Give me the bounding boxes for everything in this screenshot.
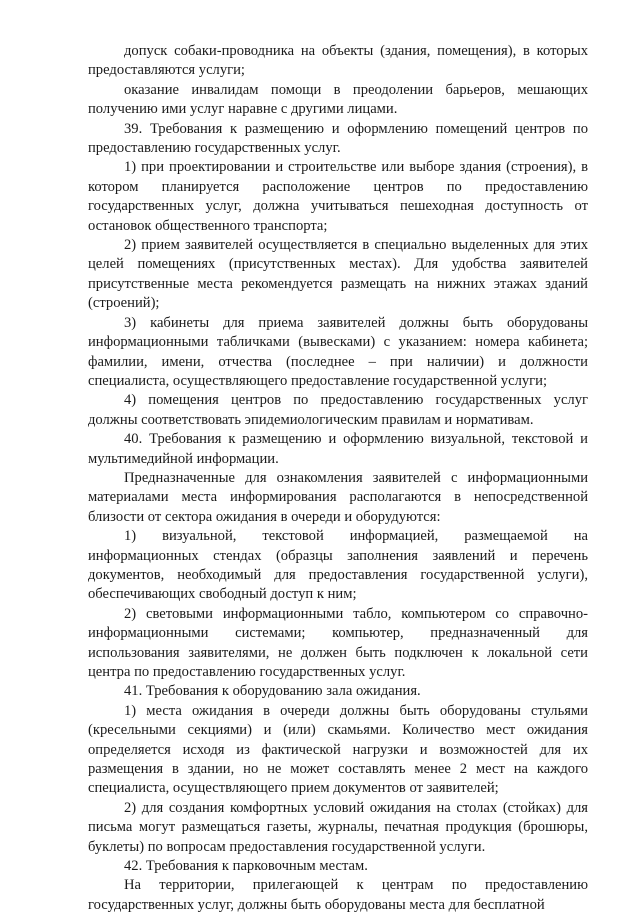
paragraph-39-4: 4) помещения центров по предоставлению государственных услуг должны соответствовать эпидемиологическим правилам и нормативам. [88,392,588,428]
paragraph-39-3: 3) кабинеты для приема заявителей должны быть оборудованы информационными табличками (вывесками) с указанием: номера кабинета; фамилии, имени, отчества (последнее – при наличии) и должности специалиста, осуществляющего предоставление государственной услуги; [88,314,588,389]
paragraph-42-1: На территории, прилегающей к центрам по предоставлению государственных услуг, должны быть оборудованы места для бесплатной [88,877,588,913]
paragraph-40-intro: Предназначенные для ознакомления заявителей с информационными материалами места информирования располагаются в непосредственной близости от сектора ожидания в очереди и оборудуются: [88,469,588,525]
paragraph-guide-dog: допуск собаки-проводника на объекты (здания, помещения), в которых предоставляются услуги; [88,43,588,79]
paragraph-40-1: 1) визуальной, текстовой информацией, размещаемой на информационных стендах (образцы заполнения заявлений и перечень документов, необходимый для предоставления государственной услуги), обеспечивающих свободный доступ к ним; [88,528,588,603]
paragraph-39-2: 2) прием заявителей осуществляется в специально выделенных для этих целей помещениях (присутственных местах). Для удобства заявителей присутственные места рекомендуется размещать на нижних этажах зданий (строений); [88,237,588,312]
section-42-heading: 42. Требования к парковочным местам. [124,858,368,875]
document-page [88,42,588,915]
paragraph-assistance: оказание инвалидам помощи в преодолении барьеров, мешающих получению ими услуг наравне с другими лицами. [88,81,588,118]
paragraph-40-2: 2) световыми информационными табло, компьютером со справочно-информационными системами; компьютер, предназначенный для использования заявителями, не должен быть подключен к локальной сети центра по предоставлению государственных услуг. [88,605,588,680]
paragraph-39-1: 1) при проектировании и строительстве или выборе здания (строения), в котором планируется расположение центров по предоставлению государственных услуг, должна учитываться пешеходная доступность от остановок общественного транспорта; [88,159,588,234]
paragraph-41-1: 1) места ожидания в очереди должны быть оборудованы стульями (кресельными секциями) и (или) скамьями. Количество мест ожидания определяется исходя из фактической нагрузки и возможностей для их размещения в здании, но не может составлять менее 2 мест на каждого специалиста, осуществляющего прием документов от заявителей; [88,702,588,797]
section-40-heading: 40. Требования к размещению и оформлению визуальной, текстовой и мультимедийной информации. [88,431,588,467]
section-39-heading: 39. Требования к размещению и оформлению помещений центров по предоставлению государственных услуг. [88,120,588,157]
section-41-heading: 41. Требования к оборудованию зала ожидания. [124,683,421,700]
paragraph-41-2: 2) для создания комфортных условий ожидания на столах (стойках) для письма могут размещаться газеты, журналы, печатная продукция (брошюры, буклеты) по вопросам предоставления государственной услуги. [88,799,588,855]
